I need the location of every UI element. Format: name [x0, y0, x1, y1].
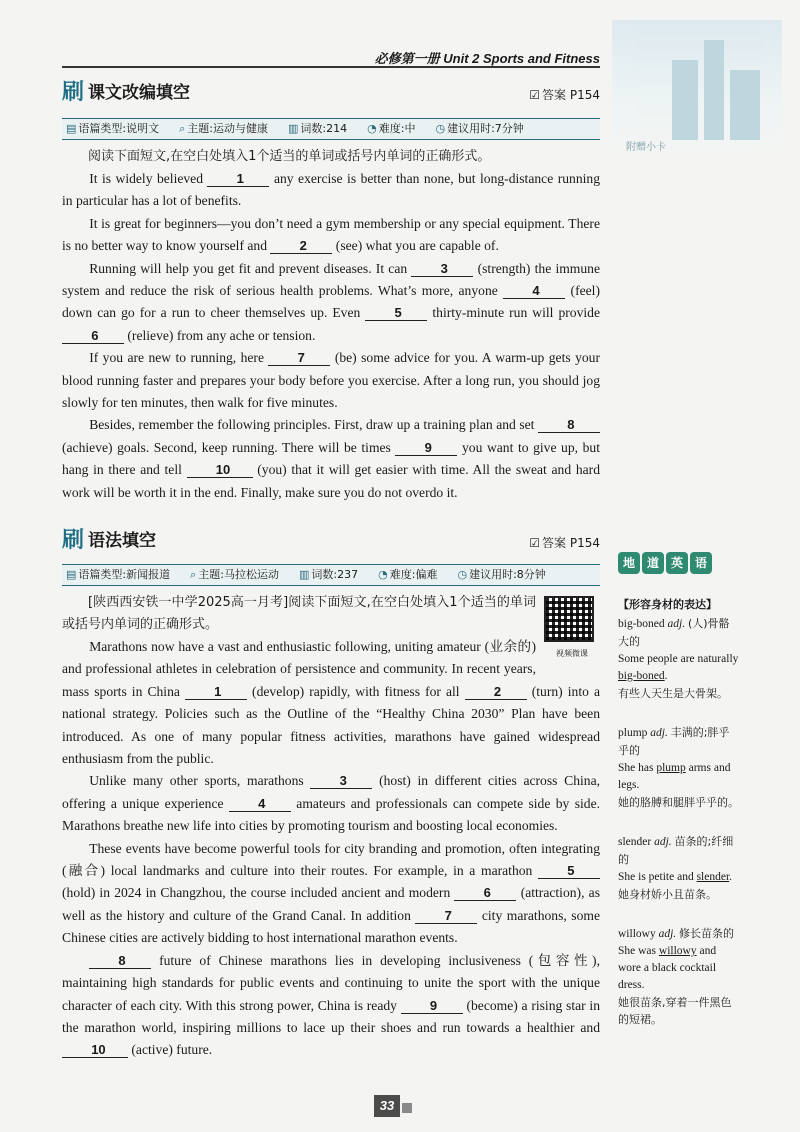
blank-9[interactable]: 9: [395, 440, 457, 456]
book-icon: ▥: [299, 568, 310, 581]
answer-reference: ☑ 答案 P154: [529, 88, 600, 102]
paragraph: 8 future of Chinese marathons lies in developing inclusiveness (包容性), maintaining high standards for public events and continuing to unite the sport with the unique character of each city. With this strong power, China is ready 9 (become) a rising star in the marathon world, inspiring millions to lace up their shoes and run towards a healthier and 10 (active) future.: [62, 952, 600, 1058]
qr-code[interactable]: [544, 596, 600, 658]
section2-body: [62, 592, 600, 1062]
unit-label: Unit 2 Sports and Fitness: [443, 51, 600, 66]
passage-type: ▤ 语篇类型:说明文: [66, 122, 160, 135]
suggested-time: ◷ 建议用时:8分钟: [457, 568, 546, 581]
document-icon: ▤: [66, 568, 77, 581]
clock-icon: ◷: [435, 122, 446, 135]
blank-7[interactable]: 7: [268, 350, 330, 366]
section2-title: 语法填空: [88, 531, 156, 551]
passage-type: ▤ 语篇类型:新闻报道: [66, 568, 171, 581]
qr-caption: 视频微课: [556, 649, 588, 658]
blank-5[interactable]: 5: [538, 863, 600, 879]
paragraph: Besides, remember the following principles. First, draw up a training plan and set 8 (achieve) goals. Second, keep running. There will be times 9 you want to give up, but hang in there and tell 10 (you) that it will get easier with time. All the sweat and hard work will be worth it in the end. Finally, make sure you do not overdo it.: [62, 417, 600, 500]
page-number: 33: [374, 1095, 400, 1117]
blank-1[interactable]: 1: [185, 684, 247, 700]
section2-passage: [62, 636, 600, 1062]
section1-instruction: 阅读下面短文,在空白处填入1个适当的单词或括号内单词的正确形式。: [88, 149, 491, 164]
sidebar-caption: 附赠小卡: [626, 142, 666, 153]
paragraph: It is great for beginners—you don’t need a gym membership or any special equipment. There is no better way to know yourself and 2 (see) what you are capable of.: [62, 215, 600, 254]
blank-8[interactable]: 8: [538, 417, 600, 433]
vocab-heading: 【形容身材的表达】: [618, 598, 717, 611]
document-icon: ▤: [66, 122, 77, 135]
paragraph: These events have become powerful tools for city branding and promotion, often integrating (融合) local landmarks and culture into their routes. For example, in a marathon 5 (hold) in 2024 in Changzhou, the course included ancient and modern 6 (attraction), as well as the history and culture of the Grand Canal. In addition 7 city marathons, some Chinese cities are actively bidding to host international marathon events.: [62, 840, 601, 946]
blank-10[interactable]: 10: [187, 462, 253, 478]
vocab-entry: plump adj. 丰满的;胖乎乎的 She has plump arms and legs. 她的胳膊和腿胖乎乎的。: [618, 726, 739, 809]
qr-code-icon: [544, 596, 594, 642]
blank-5[interactable]: 5: [365, 305, 427, 321]
paragraph: Unlike many other sports, marathons 3 (host) in different cities across China, offering a unique experience 4 amateurs and professionals can compete side by side. Marathons breathe new life into cities by promoting tourism and boosting local economies.: [62, 773, 601, 834]
blank-3[interactable]: 3: [411, 261, 473, 277]
book-label: 必修第一册: [374, 51, 440, 66]
idiomatic-english-badge: 地 道 英 语: [618, 552, 714, 574]
word-count: ▥ 词数:214: [288, 122, 348, 135]
blank-7[interactable]: 7: [415, 908, 477, 924]
running-header: [62, 48, 600, 68]
blank-4[interactable]: 4: [229, 796, 291, 812]
vocab-entry: big-boned adj. (人)骨骼大的 Some people are naturally big-boned. 有些人天生是大骨架。: [618, 617, 739, 700]
difficulty: ◔ 难度:中: [367, 122, 416, 135]
section-mark-icon: 刷: [62, 80, 85, 105]
blank-6[interactable]: 6: [454, 885, 516, 901]
blank-6[interactable]: 6: [62, 328, 124, 344]
passage-topic: ⌕ 主题:马拉松运动: [190, 568, 280, 581]
blank-10[interactable]: 10: [62, 1042, 128, 1058]
vocab-entry: willowy adj. 修长苗条的 She was willowy and wore a black cocktail dress. 她很苗条,穿着一件黑色的短裙。: [618, 927, 735, 1026]
blank-3[interactable]: 3: [310, 773, 372, 789]
section2-instruction: [陕西西安铁一中学2025高一月考]阅读下面短文,在空白处填入1个适当的单词或括号内单词的正确形式。: [62, 595, 536, 632]
suggested-time: ◷ 建议用时:7分钟: [435, 122, 524, 135]
search-icon: ⌕: [179, 122, 186, 135]
blank-1[interactable]: 1: [207, 171, 269, 187]
paragraph: Marathons now have a vast and enthusiastic following, uniting amateur (业余的) and professional athletes in celebration of persistence and community. In recent years, mass sports in China 1 (develop) rapidly, with fitness for all 2 (turn) into a national strategy. Policies such as the Outline of the “Healthy China 2030” Plan have been introduced. As one of many popular fitness activities, marathons have gained widespread enthusiasm from the public.: [62, 639, 600, 767]
passage-topic: ⌕ 主题:运动与健康: [179, 122, 269, 135]
blank-8[interactable]: 8: [89, 953, 151, 969]
section2-info-bar: [62, 564, 600, 586]
blank-2[interactable]: 2: [270, 238, 332, 254]
blank-9[interactable]: 9: [401, 998, 463, 1014]
difficulty: ◔ 难度:偏难: [378, 568, 438, 581]
search-icon: ⌕: [190, 568, 197, 581]
book-icon: ▥: [288, 122, 299, 135]
section1-info-bar: [62, 118, 600, 140]
blank-4[interactable]: 4: [503, 283, 565, 299]
paragraph: It is widely believed 1 any exercise is better than none, but long-distance running in particular has a lot of benefits.: [62, 171, 600, 209]
section2-header: [62, 528, 600, 554]
checkbox-icon: ☑: [529, 536, 541, 550]
clock-icon: ◷: [457, 568, 468, 581]
paragraph: If you are new to running, here 7 (be) some advice for you. A warm-up gets your blood running faster and prepares your body before you exercise. After a long run, you should jog slowly for ten minutes, then walk for five minutes.: [62, 350, 600, 411]
paragraph: Running will help you get fit and prevent diseases. It can 3 (strength) the immune system and reduce the risk of serious health problems. What’s more, anyone 4 (feel) down can go for a run to cheer themselves up. Even 5 thirty-minute run will provide 6 (relieve) from any ache or tension.: [62, 260, 601, 343]
section1-passage: [62, 168, 600, 504]
page-tab-decoration: [402, 1103, 412, 1113]
word-count: ▥ 词数:237: [299, 568, 359, 581]
gauge-icon: ◔: [367, 122, 377, 135]
section1-header: [62, 80, 600, 106]
section1-title: 课文改编填空: [88, 83, 190, 103]
vocabulary-sidebar: [618, 596, 740, 1050]
blank-2[interactable]: 2: [465, 684, 527, 700]
answer-reference: ☑ 答案 P154: [529, 536, 600, 550]
section-mark-icon: 刷: [62, 528, 85, 553]
gauge-icon: ◔: [378, 568, 388, 581]
checkbox-icon: ☑: [529, 88, 541, 102]
vocab-entry: slender adj. 苗条的;纤细的 She is petite and slender. 她身材娇小且苗条。: [618, 835, 734, 901]
